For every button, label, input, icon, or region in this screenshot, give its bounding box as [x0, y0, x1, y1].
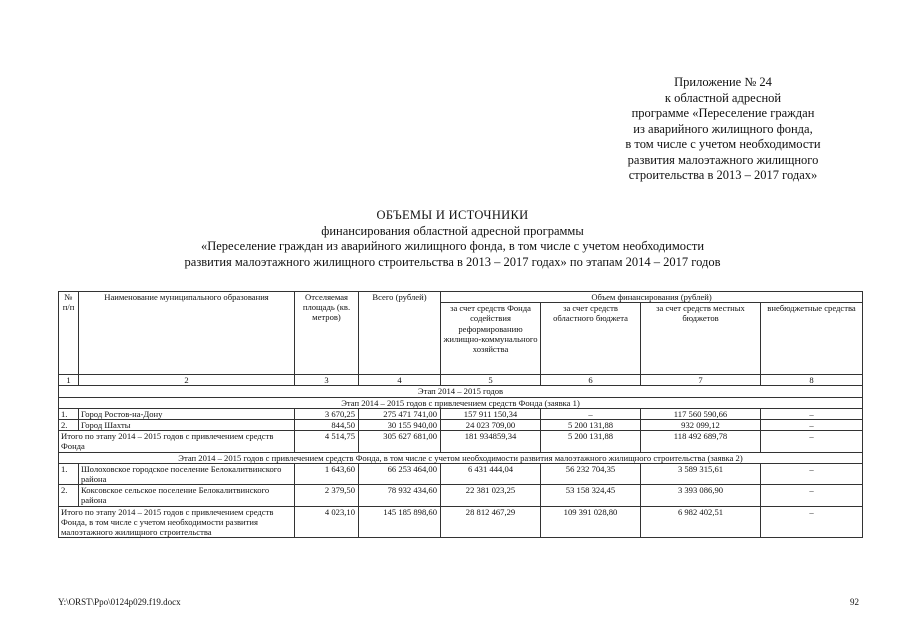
- section-2-title: Этап 2014 – 2015 годов с привлечением средств Фонда, в том числе с учетом необходимости развития малоэтажного жилищного строительства (заявка 2): [59, 452, 863, 463]
- header-total: Всего (рублей): [359, 292, 441, 375]
- footer-page-number: 92: [850, 597, 859, 607]
- cell-fund: 181 934859,34: [441, 431, 541, 452]
- cell-local: 3 393 086,90: [641, 485, 761, 506]
- col-number: 2: [79, 375, 295, 386]
- cell-total: 145 185 898,60: [359, 506, 441, 538]
- title-heading: ОБЪЕМЫ И ИСТОЧНИКИ: [376, 208, 529, 222]
- cell-regional: 5 200 131,88: [541, 431, 641, 452]
- cell-area: 2 379,50: [295, 485, 359, 506]
- stage-title: Этап 2014 – 2015 годов: [59, 386, 863, 397]
- header-num: № п/п: [59, 292, 79, 375]
- table-row: [59, 408, 863, 419]
- cell-total: 66 253 464,00: [359, 463, 441, 484]
- cell-name: Город Шахты: [79, 420, 295, 431]
- financing-table: [58, 291, 863, 538]
- cell-local: 117 560 590,66: [641, 408, 761, 419]
- cell-regional: 53 158 324,45: [541, 485, 641, 506]
- header-local: за счет средств местных бюджетов: [641, 303, 761, 375]
- cell-offbudget: –: [761, 408, 863, 419]
- cell-local: 6 982 402,51: [641, 506, 761, 538]
- cell-total: 78 932 434,60: [359, 485, 441, 506]
- appendix-line: к областной адресной: [664, 90, 782, 105]
- cell-local: 118 492 689,78: [641, 431, 761, 452]
- appendix-block: [593, 75, 853, 184]
- header-fund: за счет средств Фонда содействия реформированию жилищно-коммунального хозяйства: [441, 303, 541, 375]
- total-name: Итого по этапу 2014 – 2015 годов с привлечением средств Фонда, в том числе с учетом необходимости развития малоэтажного жилищного строительства: [59, 506, 295, 538]
- cell-area: 844,50: [295, 420, 359, 431]
- appendix-line: Приложение № 24: [674, 75, 772, 89]
- table-row: [59, 420, 863, 431]
- cell-offbudget: –: [761, 485, 863, 506]
- col-number: 1: [59, 375, 79, 386]
- col-number: 4: [359, 375, 441, 386]
- cell-regional: –: [541, 408, 641, 419]
- cell-regional: 109 391 028,80: [541, 506, 641, 538]
- appendix-line: развития малоэтажного жилищного: [627, 152, 819, 167]
- cell-area: 1 643,60: [295, 463, 359, 484]
- cell-local: 932 099,12: [641, 420, 761, 431]
- header-row: [59, 292, 863, 303]
- col-number: 6: [541, 375, 641, 386]
- cell-fund: 24 023 709,00: [441, 420, 541, 431]
- total-row: [59, 506, 863, 538]
- cell-total: 30 155 940,00: [359, 420, 441, 431]
- title-line: финансирования областной адресной программы: [321, 223, 584, 238]
- cell-name: Шолоховское городское поселение Белокалитвинского района: [79, 463, 295, 484]
- col-number: 3: [295, 375, 359, 386]
- cell-offbudget: –: [761, 420, 863, 431]
- column-number-row: [59, 375, 863, 386]
- cell-offbudget: –: [761, 463, 863, 484]
- cell-area: 4 023,10: [295, 506, 359, 538]
- header-offbudget: внебюджетные средства: [761, 303, 863, 375]
- col-number: 7: [641, 375, 761, 386]
- cell-num: 1.: [59, 408, 79, 419]
- cell-num: 2.: [59, 485, 79, 506]
- title-line: развития малоэтажного жилищного строительства в 2013 – 2017 годах» по этапам 2014 – 2017 годов: [184, 254, 721, 269]
- header-regional: за счет средств областного бюджета: [541, 303, 641, 375]
- section-row: [59, 397, 863, 408]
- section-row: [59, 452, 863, 463]
- cell-regional: 56 232 704,35: [541, 463, 641, 484]
- cell-num: 1.: [59, 463, 79, 484]
- appendix-line: программе «Переселение граждан: [631, 106, 815, 120]
- title-line: «Переселение граждан из аварийного жилищного фонда, в том числе с учетом необходимости: [200, 239, 705, 253]
- total-name: Итого по этапу 2014 – 2015 годов с привлечением средств Фонда: [59, 431, 295, 452]
- section-1-title: Этап 2014 – 2015 годов с привлечением средств Фонда (заявка 1): [59, 397, 863, 408]
- cell-offbudget: –: [761, 431, 863, 452]
- col-number: 8: [761, 375, 863, 386]
- appendix-line: строительства в 2013 – 2017 годах»: [628, 168, 818, 182]
- header-volume: Объем финансирования (рублей): [441, 292, 863, 303]
- appendix-line: из аварийного жилищного фонда,: [633, 121, 813, 136]
- cell-area: 4 514,75: [295, 431, 359, 452]
- cell-num: 2.: [59, 420, 79, 431]
- cell-area: 3 670,25: [295, 408, 359, 419]
- col-number: 5: [441, 375, 541, 386]
- cell-name: Город Ростов-на-Дону: [79, 408, 295, 419]
- table-row: [59, 485, 863, 506]
- cell-total: 305 627 681,00: [359, 431, 441, 452]
- cell-fund: 22 381 023,25: [441, 485, 541, 506]
- cell-regional: 5 200 131,88: [541, 420, 641, 431]
- cell-name: Коксовское сельское поселение Белокалитвинского района: [79, 485, 295, 506]
- header-name: Наименование муниципального образования: [79, 292, 295, 375]
- stage-row: [59, 386, 863, 397]
- table-row: [59, 463, 863, 484]
- cell-fund: 28 812 467,29: [441, 506, 541, 538]
- cell-fund: 157 911 150,34: [441, 408, 541, 419]
- document-title: [0, 208, 905, 270]
- total-row: [59, 431, 863, 452]
- cell-fund: 6 431 444,04: [441, 463, 541, 484]
- cell-total: 275 471 741,00: [359, 408, 441, 419]
- appendix-line: в том числе с учетом необходимости: [625, 137, 821, 151]
- cell-local: 3 589 315,61: [641, 463, 761, 484]
- footer-file-path: Y:\ORST\Ppo\0124p029.f19.docx: [58, 597, 181, 607]
- header-area: Отселяемая площадь (кв. метров): [295, 292, 359, 375]
- cell-offbudget: –: [761, 506, 863, 538]
